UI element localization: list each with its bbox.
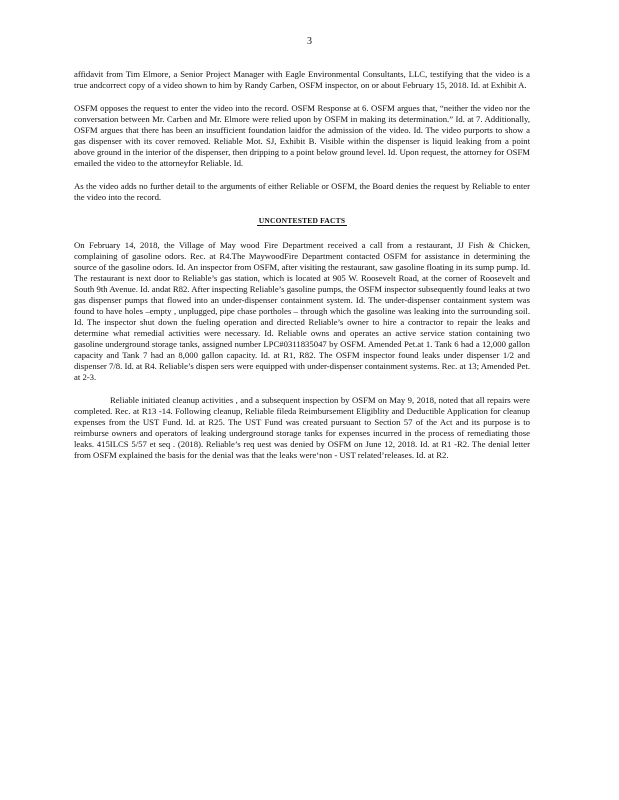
paragraph-board-denial: As the video adds no further detail to the arguments of either Reliable or OSFM, the Board denies the request by Reliable to enter the video into the record. bbox=[74, 181, 530, 202]
paragraph-affidavit: affidavit from Tim Elmore, a Senior Project Manager with Eagle Environmental Consultants, LLC, testifying that the video is a true andcorrect copy of a video shown to him by Randy Carben, OSFM inspector, on or about February 15, 2018. Id. at Exhibit A. bbox=[74, 69, 530, 90]
paragraph-facts-2: Reliable initiated cleanup activities , and a subsequent inspection by OSFM on May 9, 2018, noted that all repairs were completed. Rec. at R13 -14. Following cleanup, Reliable fileda Reimbursement Eligiblity and Deductible Application for cleanup expenses from the UST Fund. Id. at R25. The UST Fund was created pursuant to Section 57 of the Act and its purpose is to reimburse owners and operators of leaking underground storage tanks for expenses incurred in the process of remediating those leaks. 415ILCS 5/57 et seq . (2018). Reliable’s req uest was denied by OSFM on June 12, 2018. Id. at R1 -R2. The denial letter from OSFM explained the basis for the denial was that the leaks were‘non - UST related’releases. Id. at R2. bbox=[74, 395, 530, 460]
heading-uncontested-facts: UNCONTESTED FACTS bbox=[258, 216, 346, 225]
section-heading bbox=[74, 215, 530, 226]
paragraph-osfm-opposition: OSFM opposes the request to enter the video into the record. OSFM Response at 6. OSFM argues that, “neither the video nor the conversation between Mr. Carben and Mr. Elmore were relied upon by OSFM in making its determination.” Id. at 7. Additionally, OSFM argues that there has been an insufficient foundation laidfor the admission of the video. Id. The video purports to show a gas dispenser with its cover removed. Reliable Mot. SJ, Exhibit B. Visible within the dispenser is liquid leaking from a point above ground in the interior of the dispenser, then dripping to a point below ground level. Id. Upon request, the attorney for OSFM emailed the video to the attorneyfor Reliable. Id. bbox=[74, 103, 530, 168]
paragraph-facts-1: On February 14, 2018, the Village of May wood Fire Department received a call from a restaurant, JJ Fish & Chicken, complaining of gasoline odors. Rec. at R4.The MaywoodFire Department contacted OSFM for assistance in determining the source of the gasoline odors. Id. An inspector from OSFM, after visiting the restaurant, saw gasoline floating in its sump pump. Id. The restaurant is next door to Reliable’s gas station, which is located at 905 W. Roosevelt Road, at the corner of Roosevelt and South 9th Avenue. Id. andat R82. After inspecting Reliable’s gasoline pumps, the OSFM inspector subsequently found leaks at two gas dispenser pumps that flowed into an under-dispenser containment system. Id. The under-dispenser containment system was found to have holes –empty , unplugged, pipe chase portholes – through which the gasoline was leaking into the surrounding soil. Id. The inspector shut down the fueling operation and directed Reliable’s owner to hire a contractor to repair the leaks and determine what remedial activities were necessary. Id. Reliable owns and operates an active service station containing two gasoline underground storage tanks, assigned number LPC#0311835047 by OSFM. Amended Pet.at 1. Tank 6 had a 12,000 gallon capacity and Tank 7 had an 8,000 gallon capacity. Id. at R1, R82. The OSFM inspector found leaks under dispenser 1/2 and dispenser 7/8. Id. at R4. Reliable’s dispen sers were equipped with under-dispenser containment systems. Rec. at 13; Amended Pet. at 2-3. bbox=[74, 240, 530, 382]
page-number: 3 bbox=[307, 36, 312, 47]
document-body bbox=[74, 69, 530, 473]
